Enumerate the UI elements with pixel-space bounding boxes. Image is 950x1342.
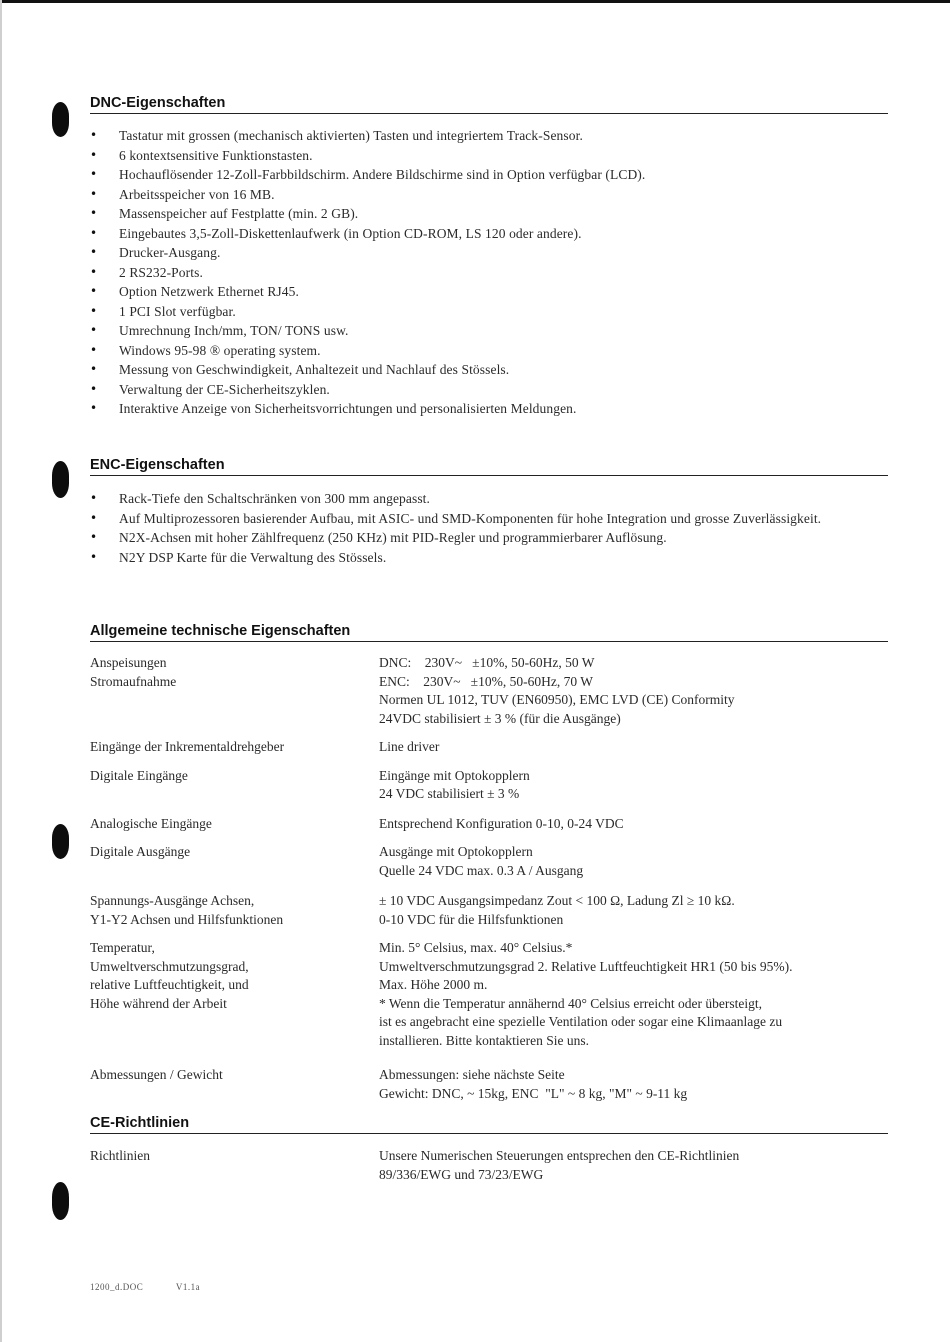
feature-text: 6 kontextsensitive Funktionstasten.: [119, 147, 313, 163]
spec-row: [90, 767, 880, 804]
feature-text: Umrechnung Inch/mm, TON/ TONS usw.: [119, 323, 349, 338]
dnc-feature-item: [90, 380, 880, 400]
feature-text: Messung von Geschwindigkeit, Anhaltezeit und Nachlauf des Stössels.: [119, 362, 510, 377]
spec-label-line: Y1-Y2 Achsen und Hilfsfunktionen: [90, 911, 284, 927]
dnc-feature-item: [90, 282, 880, 302]
spec-label: [90, 939, 379, 1050]
feature-text: Massenspeicher auf Festplatte (min. 2 GB).: [119, 206, 359, 221]
spec-value-line: ± 10 VDC Ausgangsimpedanz Zout < 100 Ω, Ladung Zl ≥ 10 kΩ.: [379, 893, 735, 908]
feature-text: Windows 95-98 ® operating system.: [119, 342, 321, 358]
spec-label: [90, 843, 379, 880]
punch-hole-2: [52, 461, 69, 498]
bullet-icon: •: [90, 530, 98, 544]
punch-hole-4: [52, 1182, 69, 1220]
spec-label-line: Umweltverschmutzungsgrad,: [90, 958, 249, 974]
punch-hole-3: [52, 824, 69, 859]
bullet-icon: •: [90, 510, 98, 525]
spec-value: [379, 767, 879, 804]
spec-value-line: installieren. Bitte kontaktieren Sie uns.: [379, 1032, 589, 1048]
bullet-icon: •: [90, 128, 98, 142]
dnc-feature-item: [90, 146, 880, 166]
spec-row: [90, 654, 880, 728]
dnc-feature-item: [90, 126, 880, 146]
footer-version: V1.1a: [175, 1282, 201, 1292]
scan-edge-mark: [0, 0, 2, 1342]
bullet-icon: •: [90, 401, 98, 415]
dnc-feature-item: [90, 360, 880, 380]
spec-value-line: DNC: 230V~ ±10%, 50-60Hz, 50 W: [379, 655, 595, 670]
spec-label: [90, 1147, 379, 1184]
dnc-feature-item: [90, 341, 880, 361]
spec-value-line: Abmessungen: siehe nächste Seite: [379, 1067, 565, 1082]
bullet-icon: •: [90, 147, 98, 162]
dnc-feature-item: [90, 321, 880, 341]
feature-text: N2X-Achsen mit hoher Zählfrequenz (250 KHz) mit PID-Regler und programmierbarer Auflösung.: [119, 530, 667, 545]
enc-feature-item: [90, 548, 880, 568]
spec-value: [379, 1147, 879, 1184]
punch-hole-1: [52, 102, 69, 137]
spec-value-line: Umweltverschmutzungsgrad 2. Relative Luftfeuchtigkeit HR1 (50 bis 95%).: [379, 958, 793, 974]
dnc-feature-item: [90, 204, 880, 224]
spec-value-line: Unsere Numerischen Steuerungen entsprechen den CE-Richtlinien: [379, 1148, 740, 1163]
spec-value-line: Min. 5° Celsius, max. 40° Celsius.*: [379, 940, 573, 955]
spec-value-line: * Wenn die Temperatur annähernd 40° Celsius erreicht oder übersteigt,: [379, 995, 762, 1011]
spec-value: [379, 892, 879, 929]
spec-row: [90, 892, 880, 929]
bullet-icon: •: [90, 303, 98, 318]
spec-row: [90, 939, 880, 1050]
spec-row: [90, 815, 880, 834]
spec-label: [90, 654, 379, 728]
spec-label-line: Digitale Eingänge: [90, 767, 188, 783]
bullet-icon: •: [90, 491, 98, 505]
spec-row: [90, 738, 880, 757]
spec-label-line: Digitale Ausgänge: [90, 844, 191, 859]
spec-value: [379, 815, 879, 834]
spec-row: [90, 1147, 880, 1184]
enc-feature-list: [90, 489, 880, 567]
dnc-feature-item: [90, 243, 880, 263]
bullet-icon: •: [90, 323, 98, 337]
spec-value-line: 24 VDC stabilisiert ± 3 %: [379, 786, 520, 801]
bullet-icon: •: [90, 206, 98, 220]
spec-value-line: Eingänge mit Optokopplern: [379, 767, 530, 783]
spec-value-line: 0-10 VDC für die Hilfsfunktionen: [379, 911, 564, 927]
enc-feature-item: [90, 528, 880, 548]
enc-feature-item: [90, 509, 880, 529]
ce-section-title: CE-Richtlinien: [90, 1115, 888, 1134]
spec-value-line: 89/336/EWG und 73/23/EWG: [379, 1166, 544, 1182]
spec-value: [379, 1066, 879, 1103]
spec-value: [379, 738, 879, 757]
dnc-feature-item: [90, 263, 880, 283]
feature-text: Arbeitsspeicher von 16 MB.: [119, 186, 275, 202]
dnc-feature-item: [90, 399, 880, 419]
dnc-feature-list: [90, 126, 880, 419]
bullet-icon: •: [90, 245, 98, 259]
feature-text: N2Y DSP Karte für die Verwaltung des Stössels.: [119, 549, 387, 565]
spec-label-line: relative Luftfeuchtigkeit, und: [90, 977, 249, 992]
ce-spec-table: [90, 1147, 880, 1184]
spec-label-line: Spannungs-Ausgänge Achsen,: [90, 893, 255, 908]
feature-text: Verwaltung der CE-Sicherheitszyklen.: [119, 381, 330, 397]
feature-text: 1 PCI Slot verfügbar.: [119, 303, 236, 319]
spec-label-line: Analogische Eingänge: [90, 815, 212, 831]
dnc-feature-item: [90, 165, 880, 185]
spec-label-line: Anspeisungen: [90, 655, 167, 670]
bullet-icon: •: [90, 264, 98, 279]
spec-row: [90, 843, 880, 880]
dnc-section-title: DNC-Eigenschaften: [90, 95, 888, 114]
feature-text: Auf Multiprozessoren basierender Aufbau, mit ASIC- und SMD-Komponenten für hohe Integration und grosse Zuverlässigkeit.: [119, 510, 822, 526]
spec-label: [90, 738, 379, 757]
spec-value-line: Gewicht: DNC, ~ 15kg, ENC "L" ~ 8 kg, "M" ~ 9-11 kg: [379, 1085, 688, 1101]
bullet-icon: •: [90, 362, 98, 376]
dnc-feature-item: [90, 224, 880, 244]
bullet-icon: •: [90, 186, 98, 201]
spec-label-line: Richtlinien: [90, 1148, 150, 1163]
feature-text: Tastatur mit grossen (mechanisch aktivierten) Tasten und integriertem Track-Sensor.: [119, 128, 583, 143]
spec-label-line: Abmessungen / Gewicht: [90, 1067, 223, 1082]
bullet-icon: •: [90, 381, 98, 396]
spec-value-line: ENC: 230V~ ±10%, 50-60Hz, 70 W: [379, 673, 593, 689]
dnc-feature-item: [90, 185, 880, 205]
spec-value: [379, 843, 879, 880]
feature-text: 2 RS232-Ports.: [119, 264, 203, 280]
spec-value-line: Max. Höhe 2000 m.: [379, 977, 488, 992]
spec-value-line: Normen UL 1012, TUV (EN60950), EMC LVD (CE) Conformity: [379, 692, 735, 707]
spec-label-line: Stromaufnahme: [90, 673, 177, 689]
spec-value-line: Ausgänge mit Optokopplern: [379, 844, 533, 859]
spec-value: [379, 654, 879, 728]
feature-text: Option Netzwerk Ethernet RJ45.: [119, 284, 299, 299]
bullet-icon: •: [90, 284, 98, 298]
spec-label: [90, 892, 379, 929]
page-footer: [90, 1282, 230, 1292]
spec-value-line: Line driver: [379, 739, 440, 754]
spec-value-line: Entsprechend Konfiguration 0-10, 0-24 VDC: [379, 815, 624, 831]
bullet-icon: •: [90, 225, 98, 240]
bullet-icon: •: [90, 549, 98, 564]
feature-text: Drucker-Ausgang.: [119, 245, 221, 260]
spec-label: [90, 815, 379, 834]
spec-label-line: Eingänge der Inkrementaldrehgeber: [90, 739, 285, 754]
enc-feature-item: [90, 489, 880, 509]
spec-value-line: 24VDC stabilisiert ± 3 % (für die Ausgänge): [379, 710, 621, 726]
bullet-icon: •: [90, 167, 98, 181]
spec-label: [90, 767, 379, 804]
general-section-title: Allgemeine technische Eigenschaften: [90, 623, 888, 642]
feature-text: Hochauflösender 12-Zoll-Farbbildschirm. Andere Bildschirme sind in Option verfügbar (LCD).: [119, 167, 646, 182]
top-border: [0, 0, 950, 3]
spec-value-line: ist es angebracht eine spezielle Ventilation oder sogar eine Klimaanlage zu: [379, 1014, 783, 1029]
spec-row: [90, 1066, 880, 1103]
spec-label-line: Höhe während der Arbeit: [90, 995, 227, 1011]
spec-value-line: Quelle 24 VDC max. 0.3 A / Ausgang: [379, 862, 584, 878]
feature-text: Eingebautes 3,5-Zoll-Diskettenlaufwerk (in Option CD-ROM, LS 120 oder andere).: [119, 225, 582, 241]
dnc-feature-item: [90, 302, 880, 322]
spec-label-line: Temperatur,: [90, 940, 155, 955]
bullet-icon: •: [90, 342, 98, 357]
feature-text: Rack-Tiefe den Schaltschränken von 300 mm angepasst.: [119, 491, 431, 506]
general-spec-table: [90, 654, 880, 1103]
spec-label: [90, 1066, 379, 1103]
spec-value: [379, 939, 879, 1050]
enc-section-title: ENC-Eigenschaften: [90, 457, 888, 476]
feature-text: Interaktive Anzeige von Sicherheitsvorrichtungen und personalisierten Meldungen.: [119, 401, 577, 416]
footer-filename: 1200_d.DOC: [90, 1282, 144, 1292]
